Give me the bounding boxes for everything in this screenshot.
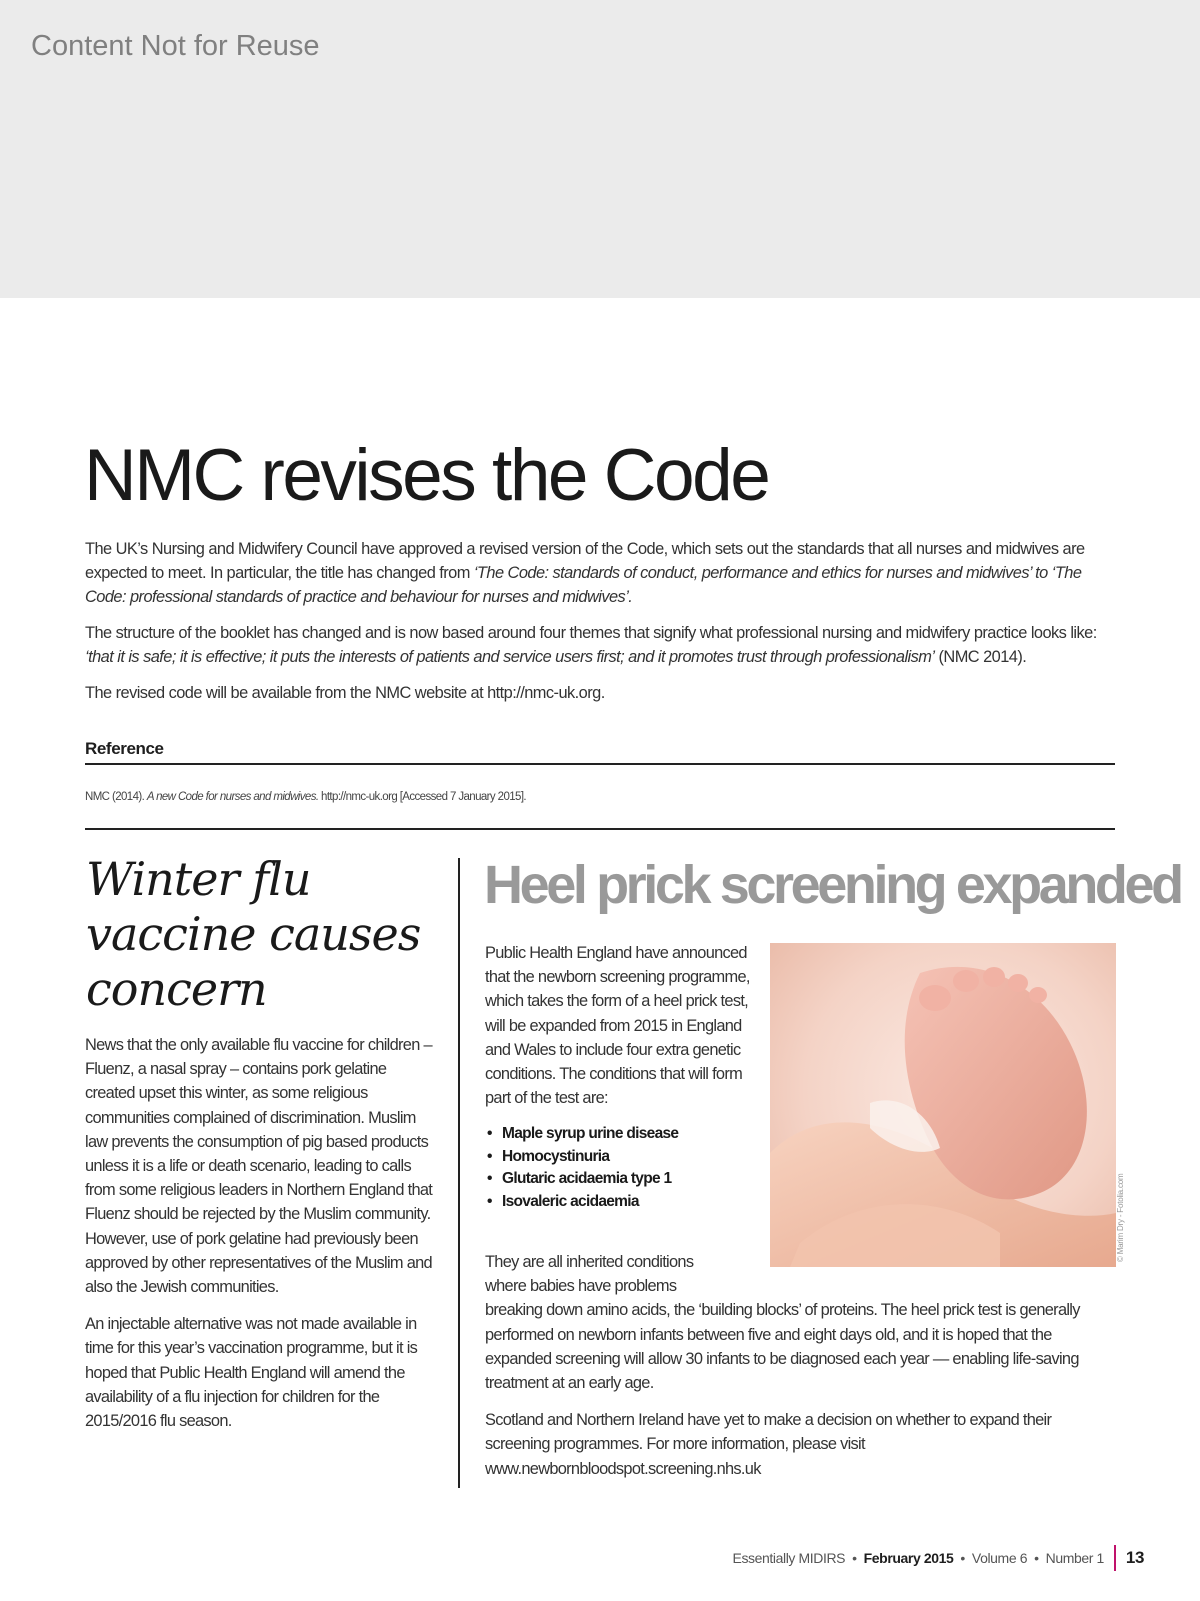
flu-paragraph-1: News that the only available flu vaccine for children – Fluenz, a nasal spray – contains pork gelatine created upset this winter, as some religious communities complained of discrimination. Muslim law prevents the consumption of pig based products unless it is a life or death scenario, leading to calls from some religious leaders in Northern England that Fluenz should be rejected by the Muslim community. However, use of pork gelatine had previously been approved by other representatives of the Muslim and also the Jewish communities. <box>85 1036 433 1297</box>
heel-intro-paragraph: Public Health England have announced that the newborn screening programme, which takes the form of a heel prick test, will be expanded from 2015 in England and Wales to include four extra genetic conditions. The conditions that will form part of the test are: <box>485 944 750 1108</box>
condition-label: Glutaric acidaemia type 1 <box>502 1170 672 1188</box>
reference-title: A new Code for nurses and midwives. <box>146 791 319 803</box>
nmc-p2-text: The structure of the booklet has changed and is now based around four themes that signify what professional nursing and midwifery practice looks like: <box>85 624 1097 642</box>
condition-label: Isovaleric acidaemia <box>502 1192 639 1210</box>
footer-separator <box>1114 1545 1116 1571</box>
heel-paragraph-3: Scotland and Northern Ireland have yet to make a decision on whether to expand their screening programmes. For more information, please visit www.newbornbloodspot.screening.nhs.uk <box>485 1411 1052 1478</box>
flu-paragraph-2: An injectable alternative was not made available in time for this year’s vaccination programme, but it is hoped that Public Health England will amend the availability of a flu injection for children for the 2015/2016 flu season. <box>85 1315 418 1431</box>
footer-volume: Volume 6 <box>971 1550 1028 1566</box>
conditions-list <box>485 1123 755 1213</box>
heel-article-title: Heel prick screening expanded <box>484 855 1181 915</box>
nmc-p2-citation: (NMC 2014). <box>934 648 1027 666</box>
nmc-p1-titles: ‘The Code: standards of conduct, performance and ethics for nurses and midwives’ to ‘The Code: professional standards of practice and behaviour for nurses and midwives’. <box>85 564 1082 606</box>
section-divider <box>85 828 1115 830</box>
nmc-p1-text: The UK’s Nursing and Midwifery Council have approved a revised version of the Code, which sets out the standards that all nurses and midwives are expected to meet. In particular, the title has changed from <box>85 540 1085 582</box>
nmc-article-body <box>85 537 1115 717</box>
heel-p2-line-2: where babies have problems <box>485 1277 677 1296</box>
footer-publication: Essentially MIDIRS <box>732 1550 846 1566</box>
list-item <box>485 1123 755 1146</box>
reference-url: http://nmc-uk.org [Accessed 7 January 2015]. <box>318 791 527 803</box>
reference-heading: Reference <box>85 739 1115 765</box>
bullet: • <box>487 1170 492 1188</box>
bullet: • <box>487 1192 492 1210</box>
footer-dot: • <box>960 1550 965 1566</box>
banner-text: Content Not for Reuse <box>31 30 320 62</box>
baby-foot-photo <box>770 943 1116 1267</box>
list-item <box>485 1146 755 1169</box>
flu-article-body <box>85 1033 437 1446</box>
nmc-article-title: NMC revises the Code <box>84 435 769 516</box>
footer-dot: • <box>1034 1550 1039 1566</box>
reference-author: NMC (2014). <box>85 791 147 803</box>
nmc-paragraph-2 <box>85 621 1115 669</box>
footer-dot: • <box>852 1550 857 1566</box>
list-item <box>485 1168 755 1191</box>
column-divider <box>458 858 460 1488</box>
page-number: 13 <box>1125 1548 1144 1567</box>
flu-title-line-3: concern <box>86 962 267 1016</box>
heel-article-continuation <box>485 1250 1110 1494</box>
baby-foot-illustration <box>770 943 1116 1267</box>
reuse-banner <box>0 0 1200 298</box>
reference-entry <box>85 791 1115 803</box>
nmc-paragraph-3: The revised code will be available from the NMC website at http://nmc-uk.org. <box>85 684 605 702</box>
photo-credit: © Marim Dry - Fotolia.com <box>1116 1173 1125 1262</box>
nmc-p2-quote: ‘that it is safe; it is effective; it puts the interests of patients and service users first; and it promotes trust through professionalism’ <box>85 648 935 666</box>
list-item <box>485 1191 755 1214</box>
bullet: • <box>487 1147 492 1165</box>
nmc-paragraph-1 <box>85 537 1115 609</box>
heel-p2-rest: breaking down amino acids, the ‘building blocks’ of proteins. The heel prick test is generally performed on newborn infants between five and eight days old, and it is hoped that the expanded screening will allow 30 infants to be diagnosed each year — enabling life-saving treatment at an early age. <box>485 1301 1080 1393</box>
heel-article-intro <box>485 941 755 1213</box>
flu-title-line-2: vaccine causes <box>86 907 421 961</box>
heel-p2-line-1: They are all inherited conditions <box>485 1253 694 1271</box>
footer-number: Number 1 <box>1045 1550 1104 1566</box>
heel-paragraph-2 <box>485 1250 1110 1395</box>
condition-label: Homocystinuria <box>502 1147 610 1165</box>
footer-date: February 2015 <box>863 1550 954 1566</box>
bullet: • <box>487 1125 492 1143</box>
condition-label: Maple syrup urine disease <box>502 1125 679 1143</box>
flu-article-title <box>86 852 446 1017</box>
flu-title-line-1: Winter flu <box>86 852 311 906</box>
page-footer <box>733 1545 1144 1571</box>
